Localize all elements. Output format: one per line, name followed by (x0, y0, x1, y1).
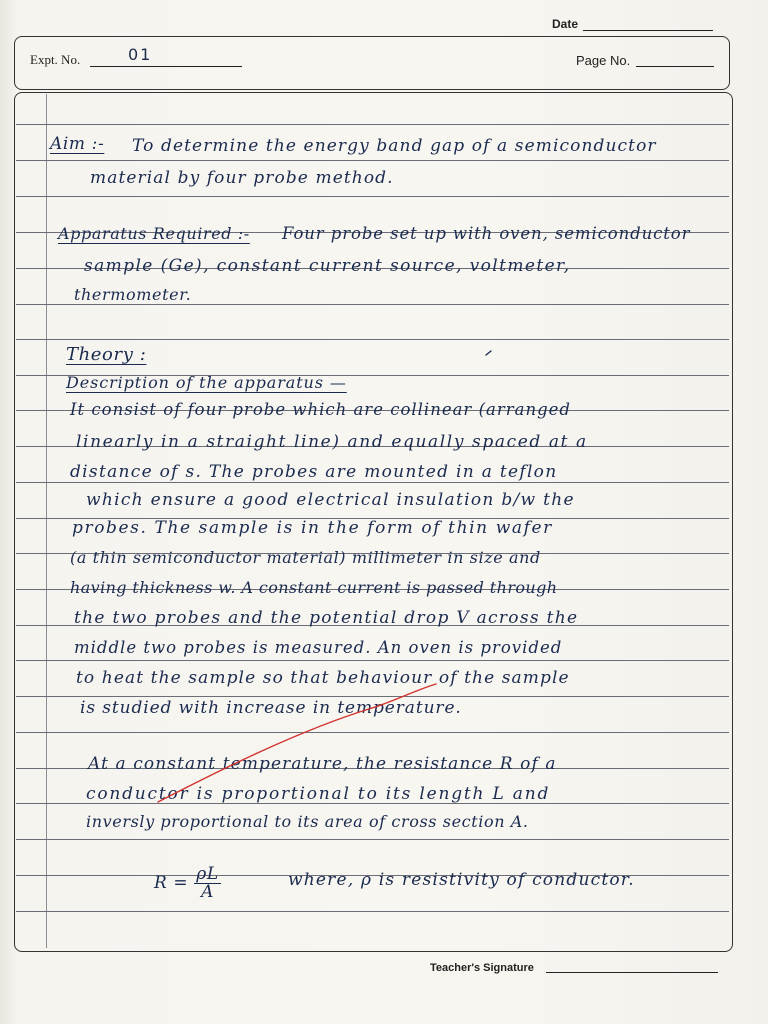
theory-line-10: to heat the sample so that behaviour of the sample (76, 668, 570, 688)
theory-para2-line-1: At a constant temperature, the resistance R of a (88, 754, 557, 774)
date-label: Date (552, 17, 579, 31)
aim-heading: Aim :- (50, 134, 105, 154)
aim-line-2: material by four probe method. (90, 168, 394, 188)
apparatus-line-2: sample (Ge), constant current source, voltmeter, (84, 256, 571, 276)
theory-line-3: distance of s. The probes are mounted in a teflon (70, 462, 558, 482)
apparatus-heading: Apparatus Required :- (58, 224, 250, 243)
theory-line-2: linearly in a straight line) and equally spaced at a (76, 432, 588, 452)
formula-lhs: R = (154, 873, 189, 893)
expt-no-value: 01 (128, 45, 153, 64)
theory-para2-line-3: inversly proportional to its area of cross section A. (86, 812, 529, 831)
formula-numerator: ρL (196, 864, 219, 884)
description-subheading: Description of the apparatus — (66, 373, 347, 392)
theory-line-9: middle two probes is measured. An oven is provided (74, 638, 563, 657)
page-no-label: Page No. (576, 53, 631, 68)
theory-heading: Theory : (66, 344, 147, 365)
theory-line-6: (a thin semiconductor material) millimeter in size and (70, 548, 541, 567)
theory-line-4: which ensure a good electrical insulation b/w the (86, 490, 575, 510)
aim-line-1: To determine the energy band gap of a semiconductor (132, 136, 657, 156)
theory-line-8: the two probes and the potential drop V across the (74, 608, 579, 628)
teacher-signature-label: Teacher's Signature (430, 962, 534, 974)
theory-line-7: having thickness w. A constant current is passed through (70, 578, 558, 597)
expt-no-label: Expt. No. (30, 52, 81, 67)
theory-line-1: It consist of four probe which are collinear (arranged (70, 400, 571, 419)
apparatus-line-1: Four probe set up with oven, semiconductor (282, 224, 691, 243)
theory-para2-line-2: conductor is proportional to its length L and (86, 784, 551, 804)
teacher-signature-line (546, 972, 718, 973)
theory-line-5: probes. The sample is in the form of thin wafer (72, 518, 553, 538)
formula-note: where, ρ is resistivity of conductor. (288, 870, 635, 890)
theory-line-11: is studied with increase in temperature. (80, 698, 462, 718)
apparatus-line-3: thermometer. (74, 285, 192, 304)
formula-denominator: A (201, 882, 214, 902)
